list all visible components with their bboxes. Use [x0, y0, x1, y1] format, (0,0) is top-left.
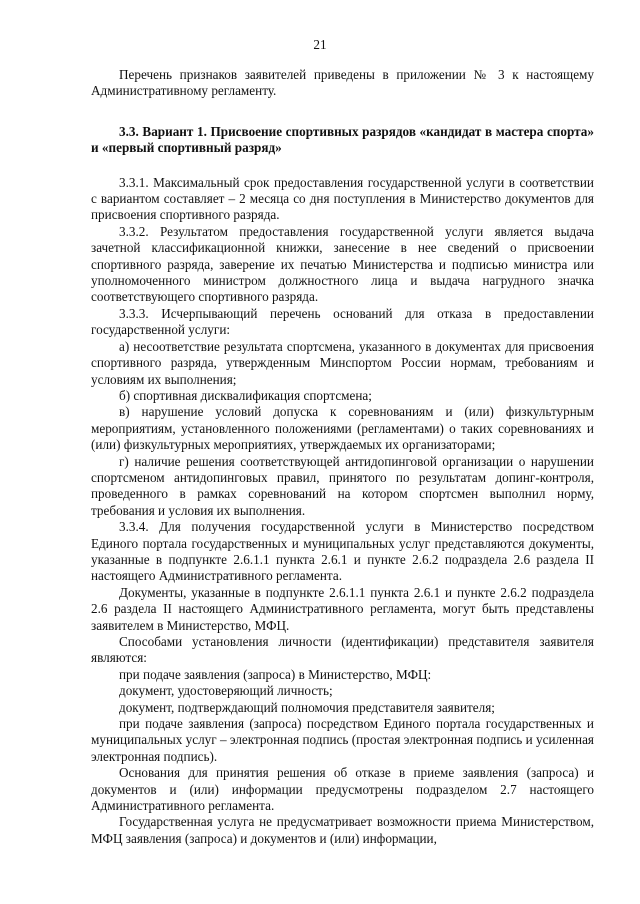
paragraph-3-3-1: 3.3.1. Максимальный срок предоставления государственной услуги в соответствии с вариантом составляет – 2 месяца со дня поступления в Министерство документов для присвоения спортивного разряда. — [91, 174, 594, 223]
list-item-g: г) наличие решения соответствующей антидопинговой организации о нарушении спортсменом антидопинговых правил, принятого по результатам допинг-контроля, проведенного в рамках соревнований на котором спортсмен выполнил норму, требования и условия их выполнения. — [91, 453, 594, 518]
paragraph-3-3-3: 3.3.3. Исчерпывающий перечень оснований для отказа в предоставлении государственной услуги: — [91, 305, 594, 338]
section-heading-3-3: 3.3. Вариант 1. Присвоение спортивных разрядов «кандидат в мастера спорта» и «первый спортивный разряд» — [91, 123, 594, 156]
page-number: 21 — [313, 37, 327, 52]
paragraph-no-reception: Государственная услуга не предусматривает возможности приема Министерством, МФЦ заявления (запроса) и документов и (или) информации, — [91, 814, 594, 846]
page-content — [91, 67, 594, 847]
paragraph-submission-portal: при подаче заявления (запроса) посредством Единого портала государственных и муниципальных услуг – электронная подпись (простая электронная подпись и усиленная электронная подпись). — [91, 716, 594, 764]
paragraph-identification: Способами установления личности (идентификации) представителя заявителя являются: — [91, 634, 594, 666]
paragraph-submission-ministry: при подаче заявления (запроса) в Министерство, МФЦ: — [119, 666, 432, 682]
paragraph-3-3-4: 3.3.4. Для получения государственной услуги в Министерство посредством Единого портала государственных и муниципальных услуг представляются документы, указанные в подпункте 2.6.1.1 пункта 2.6.1 и пункте 2.6.2 подраздела 2.6 раздела II настоящего Административного регламента. — [91, 519, 594, 584]
list-item-b: б) спортивная дисквалификация спортсмена; — [119, 387, 372, 403]
paragraph-applicant-signs: Перечень признаков заявителей приведены в приложении № 3 к настоящему Административному регламенту. — [91, 67, 594, 99]
paragraph-documents: Документы, указанные в подпункте 2.6.1.1 пункта 2.6.1 и пункте 2.6.2 подраздела 2.6 раздела II настоящего Административного регламента, могут быть представлены заявителем в Министерство, МФЦ. — [91, 584, 594, 633]
paragraph-3-3-2: 3.3.2. Результатом предоставления государственной услуги является выдача зачетной классификационной книжки, занесение в нее сведений о присвоении спортивного разряда, заверение их печатью Министерства и подписью министра или уполномоченного министром должностного лица и выдача нагрудного значка соответствующего спортивного разряда. — [91, 223, 594, 305]
paragraph-identity-document: документ, удостоверяющий личность; — [119, 683, 333, 699]
list-item-v: в) нарушение условий допуска к соревнованиям и (или) физкультурным мероприятиям, установленного положениями (регламентами) о таких соревнованиях и (или) физкультурных мероприятиях, утверждаемых их организаторами; — [91, 404, 594, 453]
paragraph-authority-document: документ, подтверждающий полномочия представителя заявителя; — [119, 699, 495, 715]
paragraph-refusal-grounds: Основания для принятия решения об отказе в приеме заявления (запроса) и документов и (или) информации предусмотрены подразделом 2.7 настоящего Административного регламента. — [91, 765, 594, 814]
list-item-a: а) несоответствие результата спортсмена, указанного в документах для присвоения спортивного разряда, утвержденным Минспортом России нормам, требованиям и условиям их выполнения; — [91, 338, 594, 387]
